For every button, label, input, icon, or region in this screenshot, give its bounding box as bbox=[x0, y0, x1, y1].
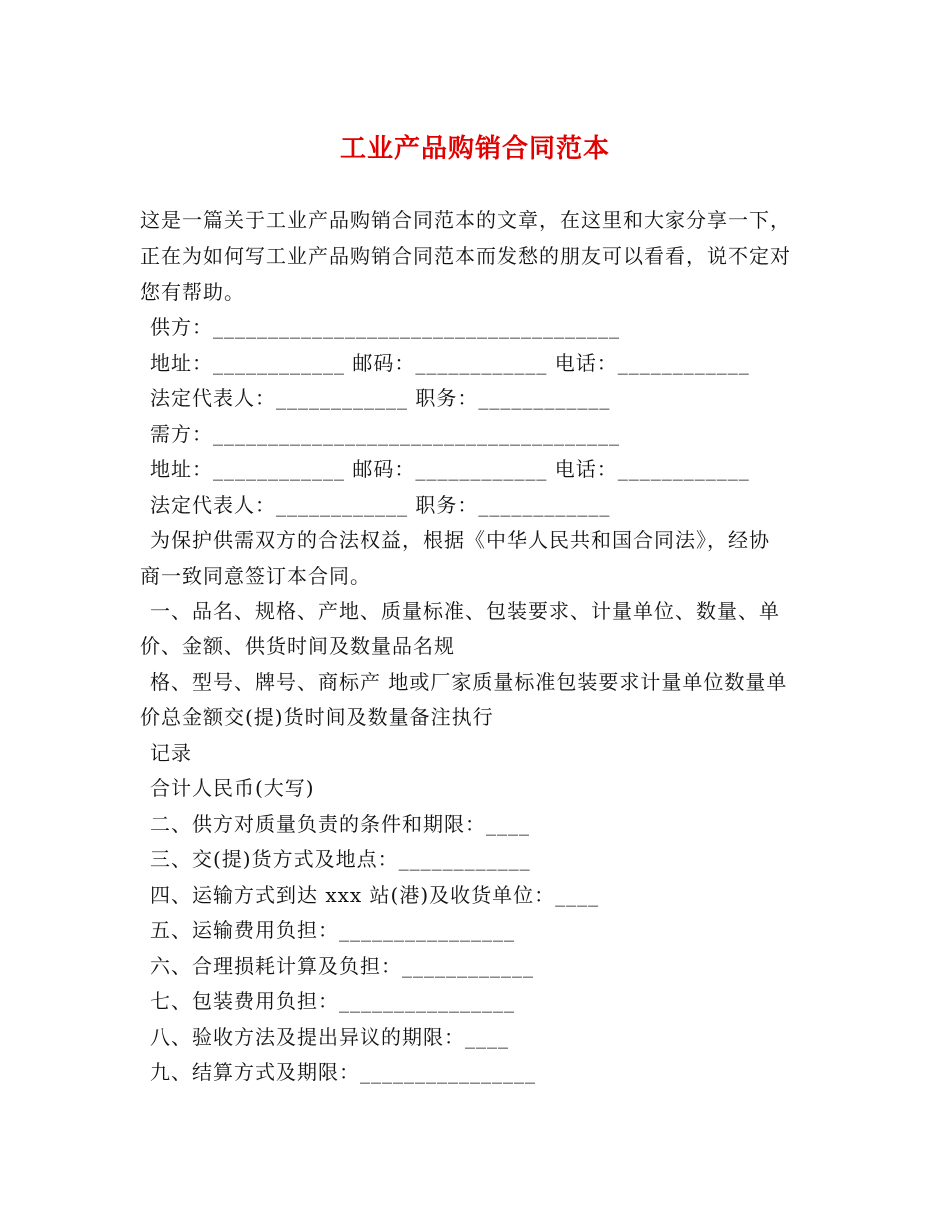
body-line-1: 这是一篇关于工业产品购销合同范本的文章，在这里和大家分享一下， bbox=[140, 208, 791, 232]
supplier-representative-line: 法定代表人：____________ 职务：____________ bbox=[150, 386, 611, 410]
clause-8-line: 八、验收方法及提出异议的期限：____ bbox=[150, 1025, 509, 1049]
record-line: 记录 bbox=[150, 741, 192, 765]
clause-1-line-2: 价、金额、供货时间及数量品名规 bbox=[140, 634, 455, 658]
body-line-10: 为保护供需双方的合法权益，根据《中华人民共和国合同法》，经协 bbox=[150, 528, 770, 552]
supplier-address-line: 地址：____________ 邮码：____________ 电话：____________ bbox=[150, 351, 750, 375]
buyer-line: 需方：_____________________________________ bbox=[150, 422, 620, 446]
body-line-3: 您有帮助。 bbox=[140, 280, 245, 304]
clause-1-line-4: 价总金额交(提)货时间及数量备注执行 bbox=[140, 705, 494, 729]
clause-6-line: 六、合理损耗计算及负担：____________ bbox=[150, 954, 534, 978]
document-title: 工业产品购销合同范本 bbox=[339, 134, 610, 164]
clause-5-line: 五、运输费用负担：________________ bbox=[150, 918, 515, 942]
buyer-representative-line: 法定代表人：____________ 职务：____________ bbox=[150, 493, 611, 517]
clause-1-line-1: 一、品名、规格、产地、质量标准、包装要求、计量单位、数量、单 bbox=[150, 599, 780, 623]
clause-7-line: 七、包装费用负担：________________ bbox=[150, 989, 515, 1013]
body-line-2: 正在为如何写工业产品购销合同范本而发愁的朋友可以看看，说不定对 bbox=[140, 244, 791, 268]
buyer-address-line: 地址：____________ 邮码：____________ 电话：____________ bbox=[150, 457, 750, 481]
supplier-line: 供方：_____________________________________ bbox=[150, 315, 620, 339]
total-line: 合计人民币(大写) bbox=[150, 776, 315, 800]
body-line-11: 商一致同意签订本合同。 bbox=[140, 564, 371, 588]
clause-9-line: 九、结算方式及期限：________________ bbox=[150, 1060, 536, 1084]
clause-4-line: 四、运输方式到达 xxx 站(港)及收货单位：____ bbox=[150, 883, 600, 907]
clause-1-line-3: 格、型号、牌号、商标产 地或厂家质量标准包装要求计量单位数量单 bbox=[150, 670, 788, 694]
clause-3-line: 三、交(提)货方式及地点：____________ bbox=[150, 847, 531, 871]
clause-2-line: 二、供方对质量负责的条件和期限：____ bbox=[150, 812, 530, 836]
